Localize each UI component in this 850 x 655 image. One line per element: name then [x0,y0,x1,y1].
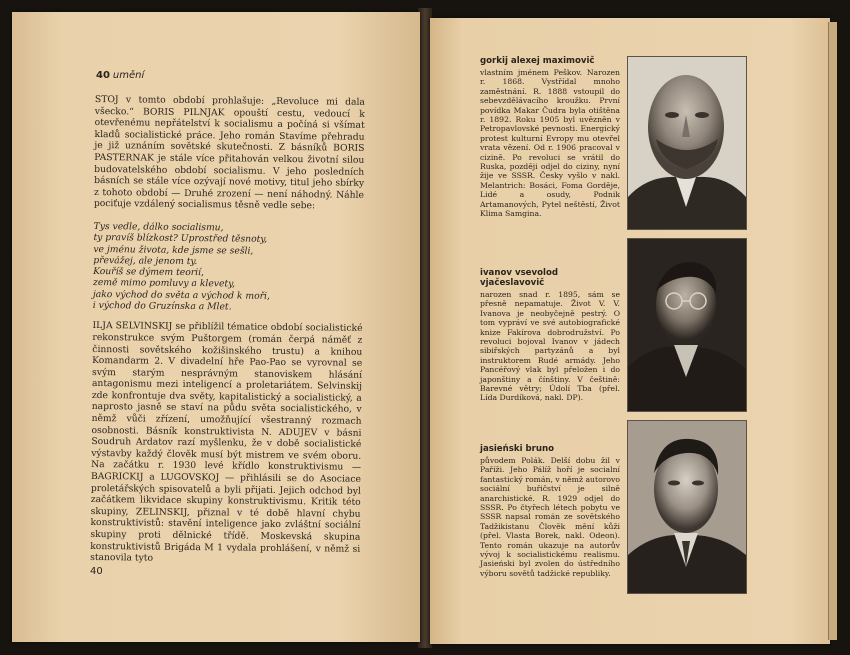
poem-line: Tys vedle, dálko socialismu, [93,220,224,234]
poem-line: i východ do Gruzínska a Mlet. [92,300,232,313]
paragraph-1: STOJ v tomto období prohlašuje: „Revoluce mi dala všecko.“ BORIS PILNJAK opouští cestu, vedoucí k otevřenému nepřátelství k socialismu a počíná si všímat kladů socialistické práce. Jeho román Stavíme přehradu je již uznáním sovětské skutečnosti. Z básníků BORIS PASTERNAK je stále více přitahován velkou životní silou budovatelského období socialismu. V jeho posledních básních se stále více ozývají nové motivy, titul jeho sbírky z tohoto období — Druhé zrození — není náhodný. Náhle pociťuje vzdálený socialismus těsně vedle sebe: [93,94,365,212]
bio-text: narozen snad r. 1895, sám se přesně nepamatuje. Život V. V. Ivanova je neobyčejně pestrý. O tom vypráví ve své autobiografické knize Fakírova dobrodružství. Po revoluci bojoval Ivanov v jádech sibiřských partyzánů a byl instruktorem Rudé armády. Jeho Pancéřový vlak byl přeložen i do japonštiny a čínštiny. V češtině: Barevné větry; Údolí Tba (přel. Lída Durdíková, nakl. DP). [480,290,620,403]
bio-name: jasieński bruno [480,444,555,454]
bio-gorkij [480,56,620,219]
page-edges [828,22,837,640]
portrait-photo-ivanov [627,238,747,412]
poem-line: ty pravíš blízkost? Uprostřed těsnoty, [93,232,268,246]
bio-text: původem Polák. Delší dobu žil v Paříži. Jeho Pálíž hoří je socialní fantastický román, v němž autorovo sociální buřičství je silně anarchistické. R. 1929 odjel do SSSR. Po čtyřech létech pobytu ve SSSR napsal román ze sovětského Tadžikistanu Člověk mění kůži (přel. Vlasta Borek, nakl. Odeon). Tento román ukazuje na autorův vývoj k socialistickému realismu. Jasieński byl zvolen do ústředního výboru sovětů tadžické republiky. [480,456,620,578]
running-head-title: umění [112,70,145,81]
poem-line: země mimo pomluvy a klevety, [92,277,236,290]
bio-jasienski [480,444,620,578]
bio-name: gorkij alexej maximovič [480,56,595,66]
poem-line: Kouříš se dýmem teorií, [93,266,205,279]
portrait-photo-gorkij [627,56,747,230]
left-body-text [90,94,365,567]
poem-line: ve jménu života, kde jsme se sešli, [93,243,254,257]
bio-name: ivanov vsevolod vjačeslavovič [480,268,559,288]
bio-ivanov [480,268,620,403]
running-head [96,70,144,81]
page-number: 40 [90,566,103,577]
paragraph-2: ILJA SELVINSKIJ se přiblížil tématice období socialistické rekonstrukce svým Puštorgem (román čerpá náměť z činnosti sovětského kožišinského trustu) a knihou Komandarm 2. V divadelní hře Pao-Pao se vyrovnal se svým starým nesprávným stanoviskem hlásání antagonismu mezi inteligencí a proletariátem. Selvinskij zde konfrontuje dva světy, kapitalistický a socialistický, a naprosto jasně se staví na půdu světa socialistického, v němž vůči zřízení, umožňující všestranný rozmach osobnosti. Básník konstruktivista N. ADUJEV v básni Soudruh Ardatov razí myšlenku, že v době socialistické výstavby každý člověk musí být mistrem ve svém oboru. Na začátku r. 1930 levé křídlo konstruktivismu — BAGRICKIJ a LUGOVSKOJ — přihlásili se do Asociace proletářských spisovatelů a byli přijati. Jejich odchod byl začátkem likvidace skupiny konstruktivismu. Kritik této skupiny, ZELINSKIJ, přiznal v té době hlavní chybu konstruktivistů: stavění inteligence jako zvláštní sociální skupiny proti dělnické třídě. Moskevská skupina konstruktivistů Brigáda M 1 vydala prohlášení, v němž si stanovila tyto [90,320,363,564]
poem-line: převážej, ale jenom ty. [93,254,198,267]
poem-line: jako východ do světa a východ k moři, [92,288,270,302]
portrait-photo-jasienski [627,420,747,594]
running-head-number: 40 [96,70,110,81]
bio-text: vlastním jménem Peškov. Narozen r. 1868. Vystřídal mnoho zaměstnání. R. 1888 vstoupil do sebevzdělávacího kroužku. První povídka Makar Čudra byla otištěna r. 1892. Roku 1905 byl uvězněn v Petropavlovské pevnosti. Energický protest kulturní Evropy mu otevřel vrata vězení. Od r. 1906 pracoval v cizině. Po revoluci se vrátil do Ruska, později odjel do ciziny, nyní žije ve SSSR. Česky vyšlo v nakl. Melantrich: Bosáci, Foma Gorděje, Lidé a osudy, Podnik Artamanových, Pytel neštěstí, Život Klima Samgina. [480,68,620,219]
poem [93,221,364,314]
